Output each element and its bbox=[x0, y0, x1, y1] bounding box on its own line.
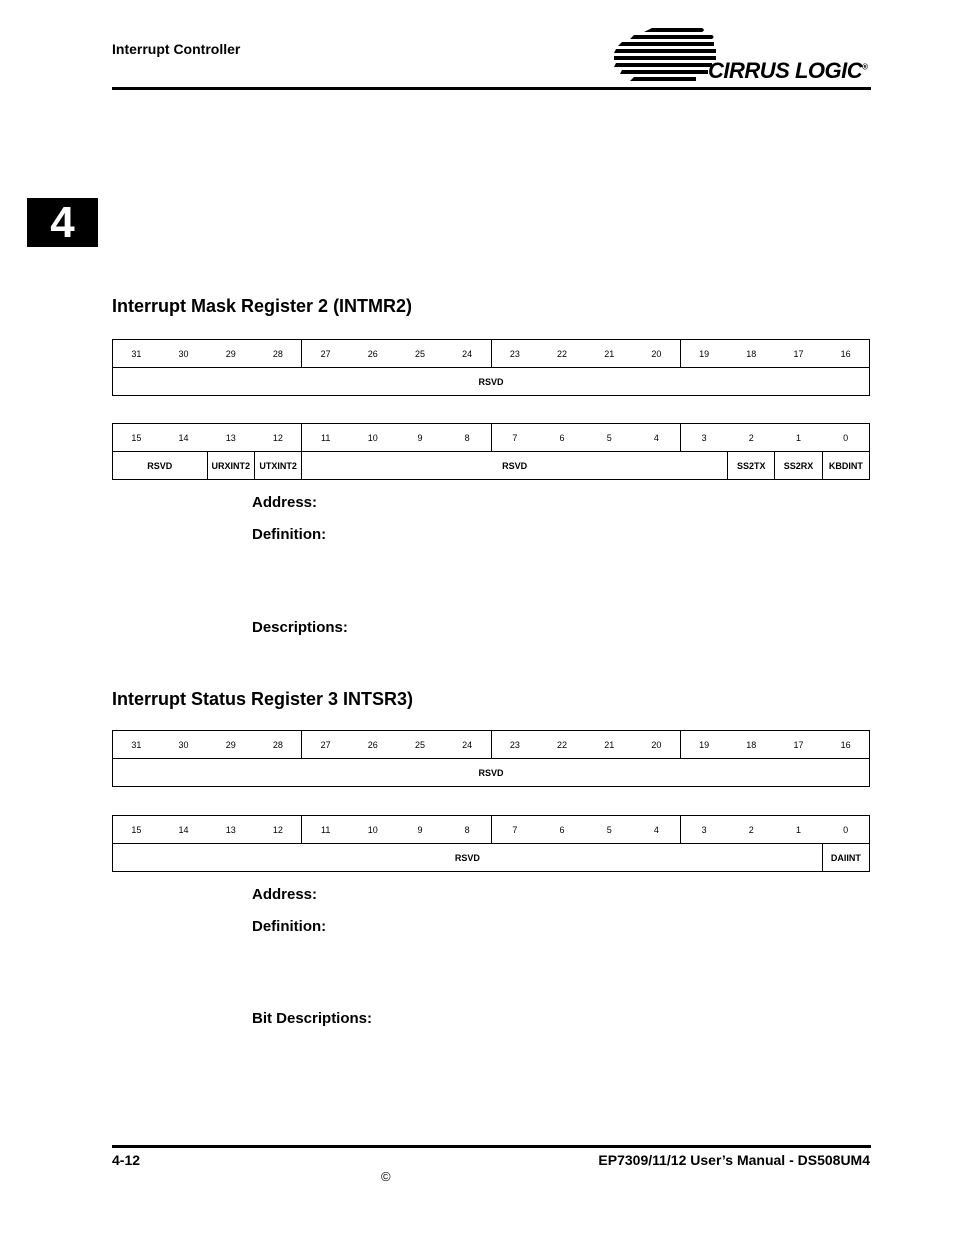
field-rsvd: RSVD bbox=[113, 368, 870, 396]
bit-number: 25 bbox=[396, 731, 443, 759]
bit-number: 19 bbox=[680, 340, 727, 368]
bit-number: 27 bbox=[302, 340, 349, 368]
logo-wordmark bbox=[708, 58, 868, 84]
bit-number: 17 bbox=[775, 340, 822, 368]
bit-number: 14 bbox=[160, 816, 207, 844]
bit-number: 16 bbox=[822, 340, 869, 368]
manual-title: EP7309/11/12 User’s Manual - DS508UM4 bbox=[598, 1152, 870, 1168]
intmr2-definition-label: Definition: bbox=[252, 526, 327, 543]
bit-number: 26 bbox=[349, 731, 396, 759]
bit-number: 0 bbox=[822, 816, 869, 844]
bit-number: 18 bbox=[728, 340, 775, 368]
bit-number: 4 bbox=[633, 816, 680, 844]
bit-number: 7 bbox=[491, 816, 538, 844]
field-rsvd: RSVD bbox=[113, 759, 870, 787]
registered-mark: ® bbox=[862, 62, 868, 72]
bit-number: 30 bbox=[160, 340, 207, 368]
bit-number: 13 bbox=[207, 424, 254, 452]
logo-text: CIRRUS LOGIC bbox=[708, 58, 863, 83]
bit-number: 9 bbox=[396, 816, 443, 844]
intsr3-title: Interrupt Status Register 3 INTSR3) bbox=[112, 689, 414, 709]
intsr3-descriptions-label: Bit Descriptions: bbox=[252, 1010, 373, 1027]
intmr2-address-label: Address: bbox=[252, 494, 318, 511]
field-daiint: DAIINT bbox=[822, 844, 869, 872]
bit-number: 3 bbox=[680, 816, 727, 844]
bit-number: 31 bbox=[113, 731, 160, 759]
cirrus-logic-logo bbox=[612, 26, 872, 86]
intsr3-address-label: Address: bbox=[252, 886, 318, 903]
bit-number: 24 bbox=[444, 731, 491, 759]
bit-number: 29 bbox=[207, 731, 254, 759]
bit-number: 25 bbox=[396, 340, 443, 368]
bit-number: 0 bbox=[822, 424, 869, 452]
bit-number: 24 bbox=[444, 340, 491, 368]
bit-number: 13 bbox=[207, 816, 254, 844]
field-rsvd: RSVD bbox=[113, 844, 823, 872]
field-kbdint: KBDINT bbox=[822, 452, 869, 480]
intmr2-high-register bbox=[112, 339, 870, 396]
bit-number: 31 bbox=[113, 340, 160, 368]
intmr2-descriptions-label: Descriptions: bbox=[252, 619, 348, 636]
bit-number: 12 bbox=[254, 424, 301, 452]
bit-number: 11 bbox=[302, 424, 349, 452]
bit-number: 1 bbox=[775, 816, 822, 844]
bit-number: 23 bbox=[491, 340, 538, 368]
intsr3-definition-label: Definition: bbox=[252, 918, 327, 935]
bit-number: 12 bbox=[254, 816, 301, 844]
bit-number: 22 bbox=[538, 340, 585, 368]
bit-number: 15 bbox=[113, 816, 160, 844]
bit-number: 22 bbox=[538, 731, 585, 759]
field-ss2tx: SS2TX bbox=[728, 452, 775, 480]
bit-number: 14 bbox=[160, 424, 207, 452]
bit-number: 20 bbox=[633, 340, 680, 368]
bit-number: 29 bbox=[207, 340, 254, 368]
bit-number: 6 bbox=[538, 424, 585, 452]
bit-number: 19 bbox=[680, 731, 727, 759]
copyright-symbol: © bbox=[381, 1169, 391, 1184]
intsr3-low-register bbox=[112, 815, 870, 872]
bit-number: 2 bbox=[728, 424, 775, 452]
bit-number: 5 bbox=[586, 816, 633, 844]
bit-number: 8 bbox=[444, 424, 491, 452]
bit-number: 9 bbox=[396, 424, 443, 452]
bit-number: 8 bbox=[444, 816, 491, 844]
bit-number: 16 bbox=[822, 731, 869, 759]
bit-number: 28 bbox=[254, 340, 301, 368]
intmr2-low-register bbox=[112, 423, 870, 480]
bit-number: 10 bbox=[349, 424, 396, 452]
bit-number: 1 bbox=[775, 424, 822, 452]
field-utxint2: UTXINT2 bbox=[254, 452, 301, 480]
bit-number: 30 bbox=[160, 731, 207, 759]
bit-number: 28 bbox=[254, 731, 301, 759]
chapter-tab: 4 bbox=[27, 198, 98, 247]
bit-number: 10 bbox=[349, 816, 396, 844]
bit-number: 5 bbox=[586, 424, 633, 452]
bit-number: 26 bbox=[349, 340, 396, 368]
field-ss2rx: SS2RX bbox=[775, 452, 822, 480]
logo-swirl-icon bbox=[612, 26, 722, 86]
bit-number: 18 bbox=[728, 731, 775, 759]
bit-number: 20 bbox=[633, 731, 680, 759]
bit-number: 6 bbox=[538, 816, 585, 844]
bit-number: 27 bbox=[302, 731, 349, 759]
field-urxint2: URXINT2 bbox=[207, 452, 254, 480]
page-number: 4-12 bbox=[112, 1152, 141, 1168]
bit-number: 4 bbox=[633, 424, 680, 452]
bit-number: 2 bbox=[728, 816, 775, 844]
intmr2-title: Interrupt Mask Register 2 (INTMR2) bbox=[112, 296, 413, 316]
bit-number: 23 bbox=[491, 731, 538, 759]
bit-number: 17 bbox=[775, 731, 822, 759]
bit-number: 21 bbox=[586, 731, 633, 759]
field-rsvd: RSVD bbox=[302, 452, 728, 480]
bit-number: 21 bbox=[586, 340, 633, 368]
header-title: Interrupt Controller bbox=[112, 41, 241, 57]
footer-rule bbox=[112, 1145, 871, 1148]
intsr3-high-register bbox=[112, 730, 870, 787]
header-rule bbox=[112, 87, 871, 90]
bit-number: 11 bbox=[302, 816, 349, 844]
field-rsvd: RSVD bbox=[113, 452, 208, 480]
bit-number: 7 bbox=[491, 424, 538, 452]
bit-number: 15 bbox=[113, 424, 160, 452]
bit-number: 3 bbox=[680, 424, 727, 452]
